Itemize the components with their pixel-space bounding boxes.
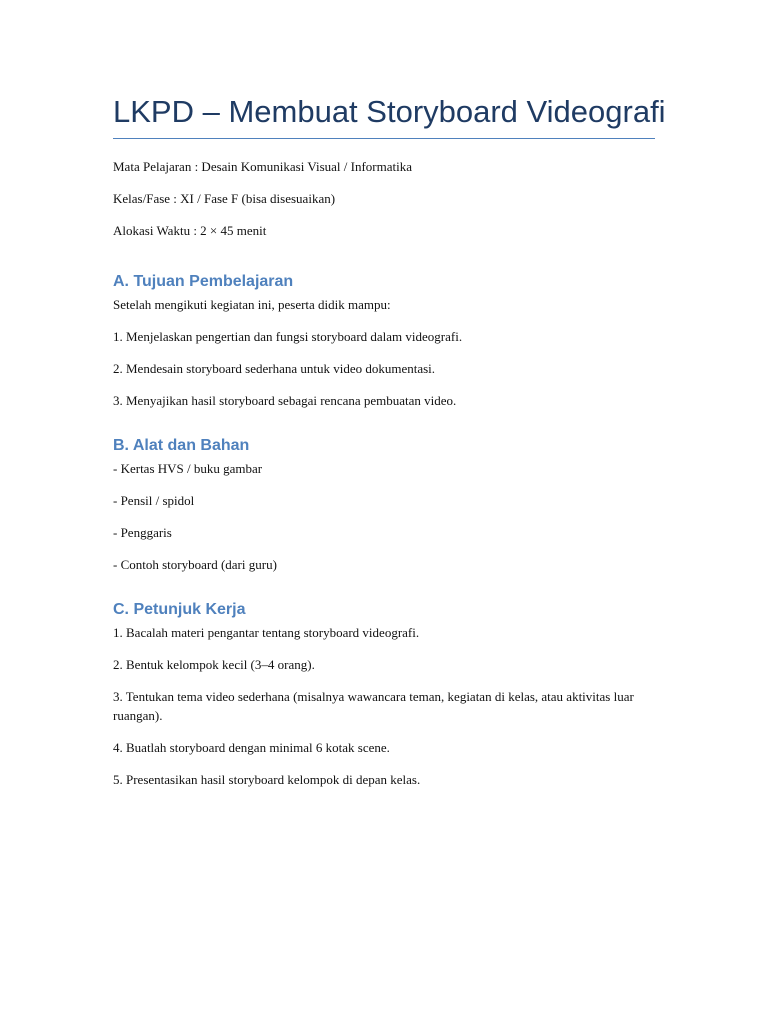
list-item: - Pensil / spidol [113, 493, 195, 508]
document-meta [113, 157, 655, 240]
section-heading-objectives: A. Tujuan Pembelajaran [113, 273, 294, 290]
list-item: 3. Tentukan tema video sederhana (misalnya wawancara teman, kegiatan di kelas, atau aktivitas luar ruangan). [113, 689, 634, 723]
section-instructions [113, 600, 655, 789]
section-objectives [113, 272, 655, 410]
section-heading-instructions: C. Petunjuk Kerja [113, 601, 246, 618]
list-item: - Contoh storyboard (dari guru) [113, 557, 277, 572]
meta-subject: Mata Pelajaran : Desain Komunikasi Visual / Informatika [113, 159, 412, 174]
list-item: 1. Menjelaskan pengertian dan fungsi storyboard dalam videografi. [113, 329, 463, 344]
meta-class: Kelas/Fase : XI / Fase F (bisa disesuaikan) [113, 191, 336, 206]
document-title: LKPD – Membuat Storyboard Videografi [113, 92, 655, 139]
list-item: - Penggaris [113, 525, 172, 540]
meta-time: Alokasi Waktu : 2 × 45 menit [113, 223, 267, 238]
list-item: 2. Bentuk kelompok kecil (3–4 orang). [113, 657, 315, 672]
list-item: - Kertas HVS / buku gambar [113, 461, 263, 476]
list-item: 2. Mendesain storyboard sederhana untuk video dokumentasi. [113, 361, 436, 376]
list-item: 1. Bacalah materi pengantar tentang storyboard videografi. [113, 625, 420, 640]
list-item: 4. Buatlah storyboard dengan minimal 6 kotak scene. [113, 740, 390, 755]
list-item: 5. Presentasikan hasil storyboard kelompok di depan kelas. [113, 772, 421, 787]
list-item: 3. Menyajikan hasil storyboard sebagai rencana pembuatan video. [113, 393, 457, 408]
section-materials [113, 436, 655, 574]
section-heading-materials: B. Alat dan Bahan [113, 437, 250, 454]
section-intro: Setelah mengikuti kegiatan ini, peserta didik mampu: [113, 297, 391, 312]
